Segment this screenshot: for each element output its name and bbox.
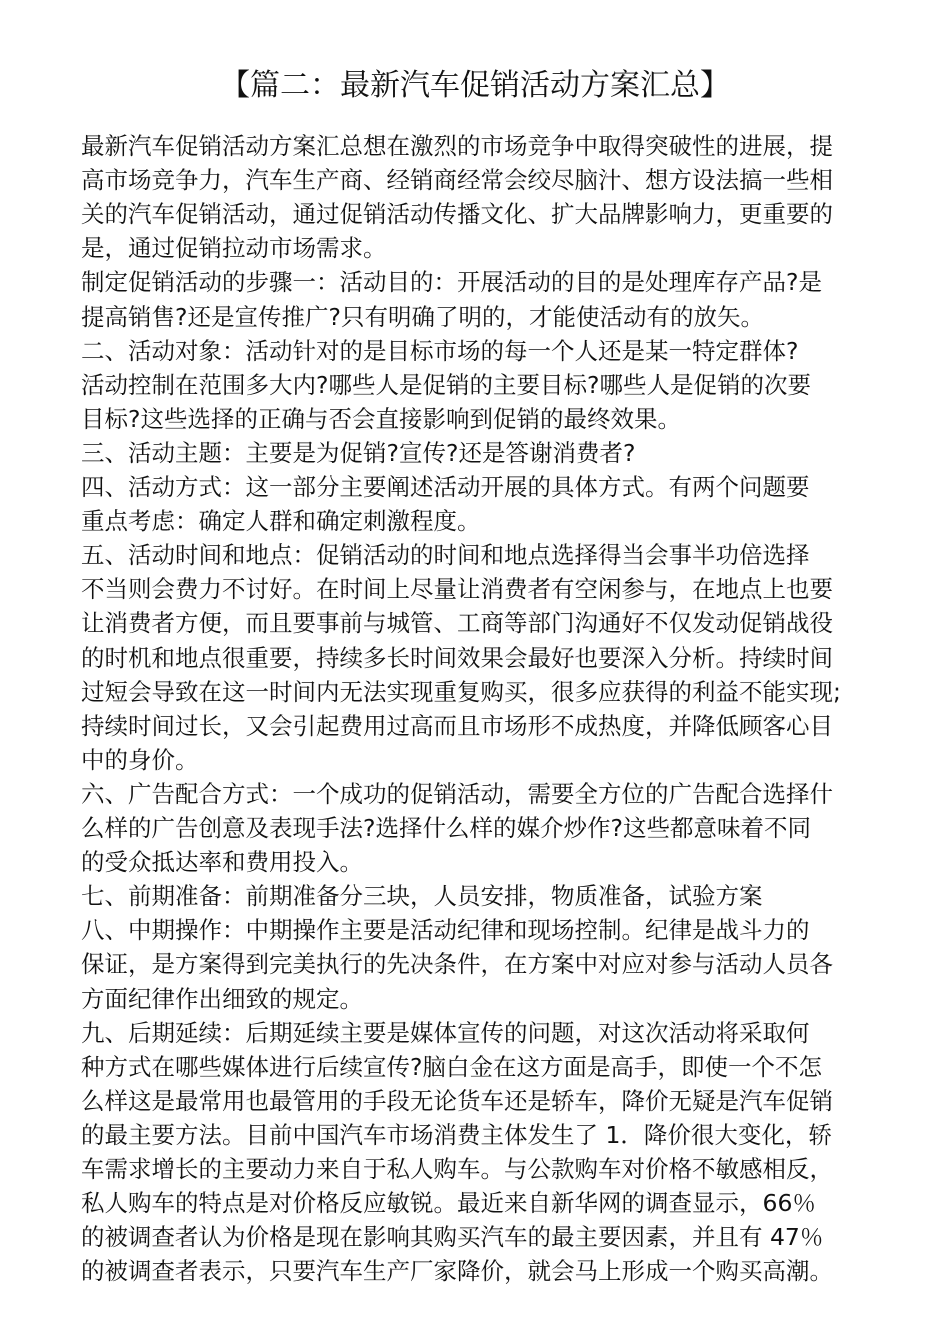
document-title: 【篇二：最新汽车促销活动方案汇总】 bbox=[220, 68, 730, 103]
text-line: 方面纪律作出细致的规定。 bbox=[81, 984, 363, 1013]
text-line: 不当则会费力不讨好。在时间上尽量让消费者有空闲参与，在地点上也要 bbox=[81, 575, 833, 604]
text-line: 种方式在哪些媒体进行后续宣传?脑白金在这方面是高手，即使一个不怎 bbox=[81, 1052, 822, 1081]
text-line: 六、广告配合方式：一个成功的促销活动，需要全方位的广告配合选择什 bbox=[81, 779, 833, 808]
text-line: 三、活动主题：主要是为促销?宣传?还是答谢消费者? bbox=[81, 438, 636, 467]
text-line: 的被调查者认为价格是现在影响其购买汽车的最主要因素，并且有 47％ bbox=[81, 1223, 824, 1252]
text-line: 的受众抵达率和费用投入。 bbox=[81, 848, 363, 877]
text-line: 四、活动方式：这一部分主要阐述活动开展的具体方式。有两个问题要 bbox=[81, 473, 810, 501]
text-line: 八、中期操作：中期操作主要是活动纪律和现场控制。纪律是战斗力的 bbox=[81, 916, 810, 945]
text-line: 制定促销活动的步骤一：活动目的：开展活动的目的是处理库存产品?是 bbox=[81, 268, 822, 297]
text-line: 提高销售?还是宣传推广?只有明确了明的，才能使活动有的放矢。 bbox=[81, 302, 764, 331]
text-line: 目标?这些选择的正确与否会直接影响到促销的最终效果。 bbox=[81, 404, 681, 433]
text-line: 中的身价。 bbox=[81, 745, 199, 774]
text-line: 最新汽车促销活动方案汇总想在激烈的市场竞争中取得突破性的进展，提 bbox=[81, 132, 833, 160]
text-line: 活动控制在范围多大内?哪些人是促销的主要目标?哪些人是促销的次要 bbox=[81, 370, 811, 399]
text-line: 持续时间过长，又会引起费用过高而且市场形不成热度，并降低顾客心目 bbox=[81, 711, 833, 740]
text-line: 九、后期延续：后期延续主要是媒体宣传的问题，对这次活动将采取何 bbox=[81, 1018, 810, 1047]
text-line: 让消费者方便，而且要事前与城管、工商等部门沟通好不仅发动促销战役 bbox=[81, 609, 833, 638]
text-line: 的时机和地点很重要，持续多长时间效果会最好也要深入分析。持续时间 bbox=[81, 643, 833, 672]
text-line: 重点考虑：确定人群和确定刺激程度。 bbox=[81, 507, 481, 536]
text-line: 关的汽车促销活动，通过促销活动传播文化、扩大品牌影响力，更重要的 bbox=[81, 200, 833, 229]
text-line: 五、活动时间和地点：促销活动的时间和地点选择得当会事半功倍选择 bbox=[81, 541, 810, 570]
text-line: 的被调查者表示，只要汽车生产厂家降价，就会马上形成一个购买高潮。 bbox=[81, 1257, 833, 1286]
text-line: 么样这是最常用也最管用的手段无论货车还是轿车，降价无疑是汽车促销 bbox=[81, 1086, 833, 1115]
text-line: 的最主要方法。目前中国汽车市场消费主体发生了 1．降价很大变化，轿 bbox=[81, 1120, 832, 1149]
text-line: 保证，是方案得到完美执行的先决条件，在方案中对应对参与活动人员各 bbox=[81, 950, 833, 979]
text-line: 高市场竞争力，汽车生产商、经销商经常会绞尽脑汁、想方设法搞一些相 bbox=[81, 166, 833, 195]
text-line: 二、活动对象：活动针对的是目标市场的每一个人还是某一特定群体? bbox=[81, 336, 799, 365]
text-line: 七、前期准备：前期准备分三块，人员安排，物质准备，试验方案 bbox=[81, 882, 763, 911]
text-line: 私人购车的特点是对价格反应敏锐。最近来自新华网的调查显示，66％ bbox=[81, 1189, 816, 1218]
text-line: 过短会导致在这一时间内无法实现重复购买，很多应获得的利益不能实现; bbox=[81, 677, 841, 706]
text-line: 是，通过促销拉动市场需求。 bbox=[81, 234, 387, 263]
text-line: 么样的广告创意及表现手法?选择什么样的媒介炒作?这些都意味着不同 bbox=[81, 814, 811, 842]
text-line: 车需求增长的主要动力来自于私人购车。与公款购车对价格不敏感相反， bbox=[81, 1155, 833, 1183]
